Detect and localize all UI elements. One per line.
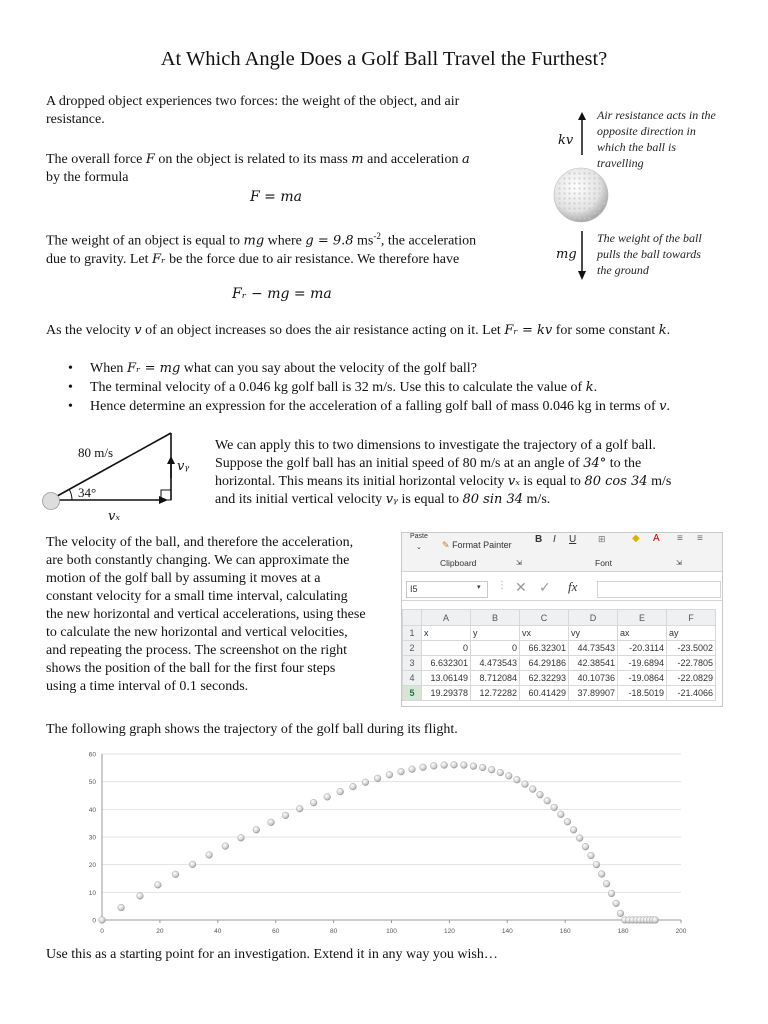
data-point [420,764,427,771]
text: what can you say about the velocity of the golf ball? [180,361,477,376]
text: m/s [647,474,672,489]
data-point [324,793,331,800]
table-row [403,626,716,641]
data-point [593,861,600,868]
mg-label: mg [556,247,577,262]
math: Fᵣ = mg [126,361,181,376]
math-Fr-kv: Fᵣ = kv [504,323,553,338]
table-cell[interactable]: -18.5019 [618,686,667,701]
math: v [659,399,667,414]
data-point [564,818,571,825]
insert-function-button[interactable]: fx [568,579,578,594]
text: and its initial vertical velocity [215,492,386,507]
math-v: v [134,323,142,338]
text: Hence determine an expression for the acceleration of a falling golf ball of mass 0.046 kg in terms of [90,399,660,414]
intro-paragraph-2 [46,151,516,187]
speed-label: 80 m/s [78,445,114,460]
text: The terminal velocity of a 0.046 kg golf ball is 32 m/s. Use this to calculate the value of [90,380,586,395]
fill-color-icon[interactable]: ◆ [632,533,640,544]
x-tick-label: 20 [156,928,164,935]
data-point [608,890,615,897]
data-point [505,772,512,779]
golf-ball-icon [41,491,61,511]
table-cell[interactable]: -19.6894 [618,656,667,671]
table-row [403,686,716,701]
cancel-icon[interactable]: ✕ [515,579,527,595]
table-cell[interactable]: ax [618,626,667,641]
text: to the [606,456,642,471]
text: due to gravity. Let [46,251,153,267]
table-row [403,641,716,656]
table-cell[interactable]: -22.7805 [667,656,716,671]
more-icon: ⋮ [497,580,507,591]
data-point [537,791,544,798]
text-line: and repeating the process. The screenshot on the right [46,643,348,658]
text-line: to calculate the new horizontal and vertical velocities, [46,625,348,640]
y-tick-label: 50 [88,779,96,787]
text-line: are both constantly changing. We can approximate the [46,553,350,568]
equation-forces: Fᵣ − mg = ma [232,286,332,302]
data-point [576,835,583,842]
velocity-triangle [38,428,203,528]
triangle-diagram [38,428,203,528]
vx-label: vₓ [108,509,120,524]
table-cell[interactable]: 6.632301 [422,656,471,671]
text: , the acceleration [380,233,477,249]
down-arrow-icon [577,231,587,281]
data-point [296,805,303,812]
text: As the velocity [46,323,135,338]
x-tick-label: 0 [100,928,104,935]
data-point [409,766,416,773]
data-point [386,771,393,778]
x-tick-label: 160 [559,928,571,935]
align-icon[interactable]: ≡ [697,533,703,544]
x-tick-label: 140 [501,928,513,935]
math-a: a [461,152,470,167]
graph-intro: The following graph shows the trajectory of the golf ball during its flight. [46,722,458,737]
column-header-row [403,610,716,626]
trajectory-chart [84,746,694,938]
table-cell[interactable]: -22.0829 [667,671,716,686]
table-cell[interactable]: 40.10736 [569,671,618,686]
question-list [46,359,746,416]
dialog-launcher-icon[interactable]: ⇲ [676,560,682,567]
math-m: m [351,152,364,167]
math-mg: mg [243,233,265,249]
data-point [206,852,213,859]
font-group-label: Font [595,558,613,568]
column-header[interactable]: F [667,610,716,626]
row-header[interactable]: 2 [403,641,422,656]
air-resistance-caption: Air resistance acts in the opposite direction in which the ball is travelling [597,108,716,170]
data-point [398,768,405,775]
table-cell[interactable]: 19.29378 [422,686,471,701]
table-row [403,671,716,686]
text: of an object increases so does the air resistance acting on it. Let [141,323,505,338]
data-point [337,788,344,795]
formula-input[interactable] [597,581,721,598]
data-point [118,904,125,911]
list-item [46,378,746,397]
text: . [666,399,670,414]
text: When [90,361,127,376]
format-painter-label: Format Painter [452,540,512,550]
math-g: g = 9.8 [305,233,354,249]
table-cell[interactable]: -23.5002 [667,641,716,656]
data-point [582,843,589,850]
data-point [374,775,381,782]
text-line [215,473,745,491]
equation-f-ma: F = ma [250,189,302,205]
table-cell[interactable]: vx [520,626,569,641]
enter-icon[interactable]: ✓ [539,579,551,595]
text: ms [353,233,374,249]
data-point [522,781,529,788]
text-line: motion of the golf ball by assuming it moves at a [46,571,321,586]
approximation-paragraph [46,534,396,696]
data-point [222,843,229,850]
column-header[interactable]: A [422,610,471,626]
row-header[interactable]: 3 [403,656,422,671]
y-tick-label: 10 [88,889,96,897]
math: 80 sin 34 [462,492,524,507]
math: 34° [583,456,607,471]
text: Suppose the golf ball has an initial speed of 80 m/s at an angle of [215,456,584,471]
text: is equal to [397,492,463,507]
data-point [310,799,317,806]
data-point [268,819,275,826]
data-point [544,797,551,804]
spreadsheet-grid [402,609,716,701]
data-point [253,826,260,833]
intro-paragraph-4 [46,322,746,340]
data-point [460,762,467,769]
text-line: The velocity of the ball, and therefore the acceleration, [46,535,354,550]
text-line [215,491,745,509]
data-point [470,763,477,770]
data-point [282,812,289,819]
table-cell[interactable]: -19.0864 [618,671,667,686]
vy-label: vᵧ [177,459,190,474]
text-line: the new horizontal and vertical accelerations, using these [46,607,366,622]
data-point [497,769,504,776]
chevron-down-icon: ⌄ [416,544,422,551]
column-header[interactable]: E [618,610,667,626]
text-line: constant velocity for a small time interval, calculating [46,589,348,604]
table-cell[interactable]: x [422,626,471,641]
forces-diagram [555,108,755,283]
math-Fr: Fᵣ [152,251,166,267]
x-tick-label: 180 [617,928,629,935]
data-point [137,893,144,900]
data-point [652,917,659,924]
intro-paragraph-1: A dropped object experiences two forces: the weight of the object, and air resistance. [46,94,460,127]
table-cell[interactable]: -21.4066 [667,686,716,701]
data-point [570,826,577,833]
y-tick-label: 0 [92,917,96,925]
table-cell[interactable]: vy [569,626,618,641]
data-point [362,779,369,786]
y-tick-label: 40 [88,806,96,814]
text: is equal to [519,474,585,489]
y-tick-label: 60 [88,751,96,759]
table-cell[interactable]: 8.712084 [471,671,520,686]
table-cell[interactable]: 44.73543 [569,641,618,656]
x-tick-label: 100 [386,928,397,935]
table-cell[interactable]: 4.473543 [471,656,520,671]
data-point [613,900,620,907]
golf-ball-icon [552,166,610,224]
data-point [350,783,357,790]
text: m/s. [523,492,551,507]
text-line: using a time interval of 0.1 seconds. [46,679,249,694]
data-point [451,761,458,768]
table-cell[interactable]: 62.32293 [520,671,569,686]
kv-label: kv [558,133,574,148]
math: k [585,380,594,395]
text-line: shows the position of the ball for the first four steps [46,661,336,676]
text: horizontal. This means its initial horizontal velocity [215,474,508,489]
text-line: We can apply this to two dimensions to investigate the trajectory of a golf ball. [215,438,656,453]
math: vₓ [507,474,520,489]
cell-reference: I5 [410,584,418,594]
text: . [593,380,598,395]
data-point [603,880,610,887]
list-item [46,359,746,378]
data-point [430,762,437,769]
text: on the object is related to its mass [154,152,352,167]
text: The overall force [46,152,146,167]
data-point [557,811,564,818]
table-cell[interactable]: 0 [471,641,520,656]
text: . [666,323,671,338]
table-cell[interactable]: 37.89907 [569,686,618,701]
data-point [154,881,161,888]
data-point [441,762,448,769]
data-point [551,804,558,811]
data-point [513,776,520,783]
x-tick-label: 80 [329,928,338,935]
table-cell[interactable]: 66.32301 [520,641,569,656]
two-d-paragraph [215,437,745,509]
data-point [238,834,245,841]
data-point [588,852,595,859]
text: by the formula [46,170,129,185]
x-tick-label: 120 [443,928,455,935]
table-cell[interactable]: 42.38541 [569,656,618,671]
data-point [488,766,495,773]
paintbrush-icon: ✎ [442,540,450,550]
format-painter-button[interactable] [442,540,512,551]
formula-bar [402,578,722,601]
column-header[interactable]: D [569,610,618,626]
spreadsheet-screenshot [401,532,723,707]
data-point [598,871,605,878]
text: and acceleration [363,152,462,167]
closing-text: Use this as a starting point for an investigation. Extend it in any way you wish… [46,947,498,962]
row-header[interactable]: 4 [403,671,422,686]
text: where [264,233,306,249]
table-cell[interactable]: y [471,626,520,641]
weight-caption: The weight of the ball pulls the ball towards the ground [597,231,702,277]
text: for some constant [552,323,659,338]
table-cell[interactable]: 64.29186 [520,656,569,671]
table-cell[interactable]: 12.72282 [471,686,520,701]
data-point [172,871,179,878]
y-tick-label: 30 [88,834,96,842]
column-header[interactable]: B [471,610,520,626]
math: vᵧ [385,492,398,507]
math-k: k [658,323,667,338]
y-tick-label: 20 [88,862,96,870]
data-point [479,764,486,771]
name-box[interactable] [406,581,488,598]
table-cell[interactable]: -20.3114 [618,641,667,656]
angle-label: 34° [78,485,97,500]
column-header[interactable]: C [520,610,569,626]
x-tick-label: 60 [272,928,280,935]
math: 80 cos 34 [584,474,648,489]
clipboard-group-label: Clipboard [440,558,477,568]
align-icon[interactable]: ≡ [677,533,683,544]
table-cell[interactable]: ay [667,626,716,641]
intro-paragraph-3 [46,227,526,269]
bold-button[interactable]: B [535,534,543,545]
underline-button[interactable]: U [569,534,577,545]
italic-button[interactable]: I [553,534,556,545]
ribbon [402,533,722,572]
font-color-icon[interactable]: A [653,533,660,544]
text: be the force due to air resistance. We therefore have [165,251,460,267]
text: The weight of an object is equal to [46,233,244,249]
data-point [189,861,196,868]
x-tick-label: 40 [214,928,222,935]
chevron-down-icon: ▾ [477,584,481,591]
table-cell[interactable]: 60.41429 [520,686,569,701]
data-point [617,910,624,917]
data-point [529,786,536,793]
corner-cell[interactable] [403,610,422,626]
row-header[interactable]: 1 [403,626,422,641]
list-item [46,397,746,416]
borders-icon[interactable]: ⊞ [598,534,606,544]
table-cell[interactable]: 0 [422,641,471,656]
page-title: At Which Angle Does a Golf Ball Travel the Furthest? [160,48,608,70]
row-header[interactable]: 5 [403,686,422,701]
math-F: F [145,152,155,167]
table-cell[interactable]: 13.06149 [422,671,471,686]
text-line [215,455,745,473]
x-tick-label: 200 [675,928,687,935]
table-row [403,656,716,671]
up-arrow-icon [577,112,587,156]
data-point [99,917,106,924]
dialog-launcher-icon[interactable]: ⇲ [516,560,522,567]
superscript: -2 [373,231,381,241]
paste-button[interactable]: Paste [410,533,428,540]
